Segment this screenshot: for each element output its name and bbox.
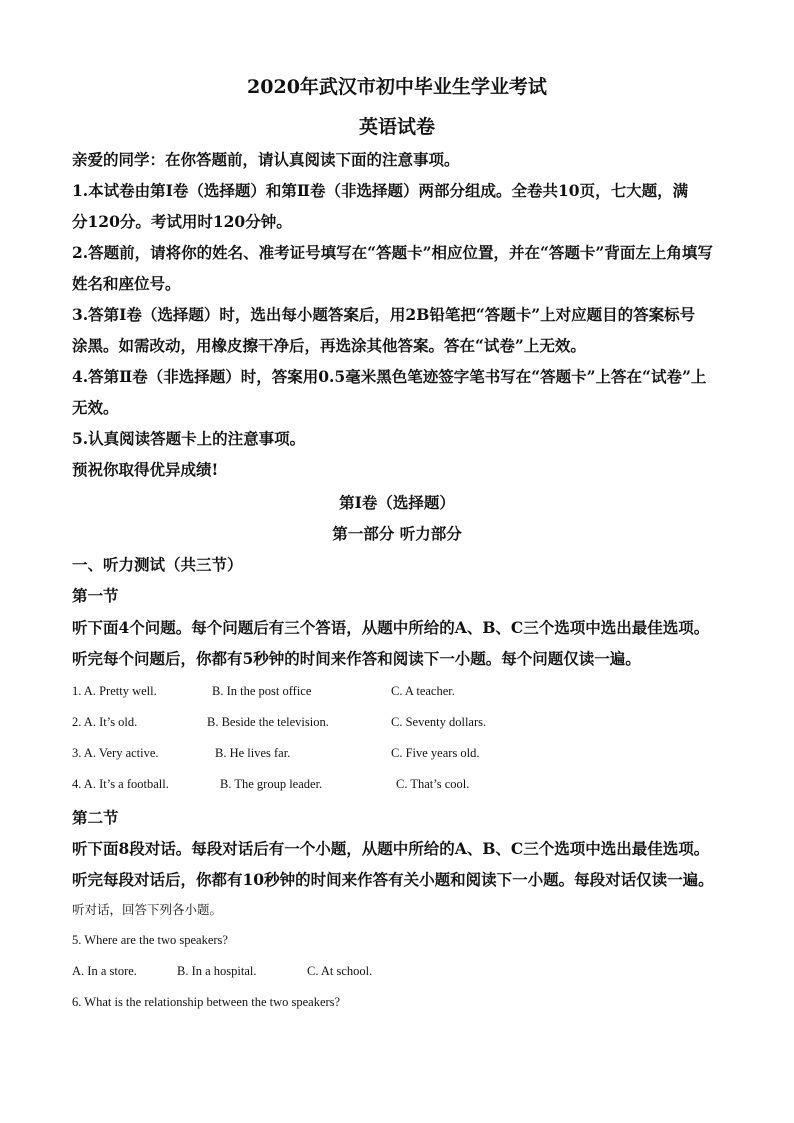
- note-line: 分120分。考试用时120分钟。: [72, 212, 292, 231]
- question-6: 6. What is the relationship between the two speakers?: [72, 995, 341, 1009]
- option-1c: C. A teacher.: [391, 684, 455, 698]
- section1-instruction: 听下面4个问题。每个问题后有三个答语，从题中所给的A、B、C三个选项中选出最佳选项。: [72, 618, 710, 637]
- option-2b: B. Beside the television.: [207, 715, 329, 729]
- note-line: 姓名和座位号。: [72, 274, 181, 293]
- note-line: 4.答第Ⅱ卷（非选择题）时，答案用0.5毫米黑色笔迹签字笔书写在“答题卡”上答在“试卷”上: [72, 367, 707, 386]
- intro-text: 亲爱的同学：在你答题前，请认真阅读下面的注意事项。: [72, 150, 460, 169]
- section2-label: 第二节: [72, 808, 119, 827]
- note-line: 2.答题前，请将你的姓名、准考证号填写在“答题卡”相应位置，并在“答题卡”背面左上角填写: [72, 243, 713, 262]
- section2-prompt: 听对话，回答下列各小题。: [72, 902, 223, 917]
- section2-instruction: 听完每段对话后，你都有10秒钟的时间来作答有关小题和阅读下一小题。每段对话仅读一遍。: [72, 870, 714, 889]
- note-line: 1.本试卷由第Ⅰ卷（选择题）和第Ⅱ卷（非选择题）两部分组成。全卷共10页，七大题，满: [72, 181, 689, 200]
- section2-instruction: 听下面8段对话。每段对话后有一个小题，从题中所给的A、B、C三个选项中选出最佳选项。: [72, 839, 710, 858]
- option-4b: B. The group leader.: [220, 777, 323, 791]
- section1-label: 第一节: [72, 586, 119, 605]
- option-1a: 1. A. Pretty well.: [72, 684, 157, 698]
- option-5b: B. In a hospital.: [177, 964, 257, 978]
- question-5: 5. Where are the two speakers?: [72, 933, 228, 947]
- note-line: 预祝你取得优异成绩!: [72, 460, 219, 479]
- exam-subtitle: 英语试卷: [358, 116, 435, 138]
- option-1b: B. In the post office: [212, 684, 312, 698]
- option-5a: A. In a store.: [72, 964, 137, 978]
- option-3a: 3. A. Very active.: [72, 746, 159, 760]
- part-title: 第一部分 听力部分: [332, 524, 462, 543]
- note-line: 涂黑。如需改动，用橡皮擦干净后，再选涂其他答案。答在“试卷”上无效。: [72, 336, 586, 355]
- option-2a: 2. A. It’s old.: [72, 715, 138, 729]
- note-line: 5.认真阅读答题卡上的注意事项。: [72, 429, 306, 448]
- option-3b: B. He lives far.: [215, 746, 291, 760]
- option-2c: C. Seventy dollars.: [391, 715, 487, 729]
- option-5c: C. At school.: [307, 964, 373, 978]
- note-line: 无效。: [72, 398, 119, 417]
- note-line: 3.答第Ⅰ卷（选择题）时，选出每小题答案后，用2B铅笔把“答题卡”上对应题目的答案标号: [72, 305, 696, 324]
- option-4c: C. That’s cool.: [396, 777, 470, 791]
- exam-title: 2020年武汉市初中毕业生学业考试: [247, 76, 547, 98]
- option-4a: 4. A. It’s a football.: [72, 777, 169, 791]
- option-3c: C. Five years old.: [391, 746, 480, 760]
- section1-instruction: 听完每个问题后，你都有5秒钟的时间来作答和阅读下一小题。每个问题仅读一遍。: [72, 649, 641, 668]
- section-heading: 一、听力测试（共三节）: [72, 555, 243, 574]
- volume-title: 第Ⅰ卷（选择题）: [339, 493, 455, 512]
